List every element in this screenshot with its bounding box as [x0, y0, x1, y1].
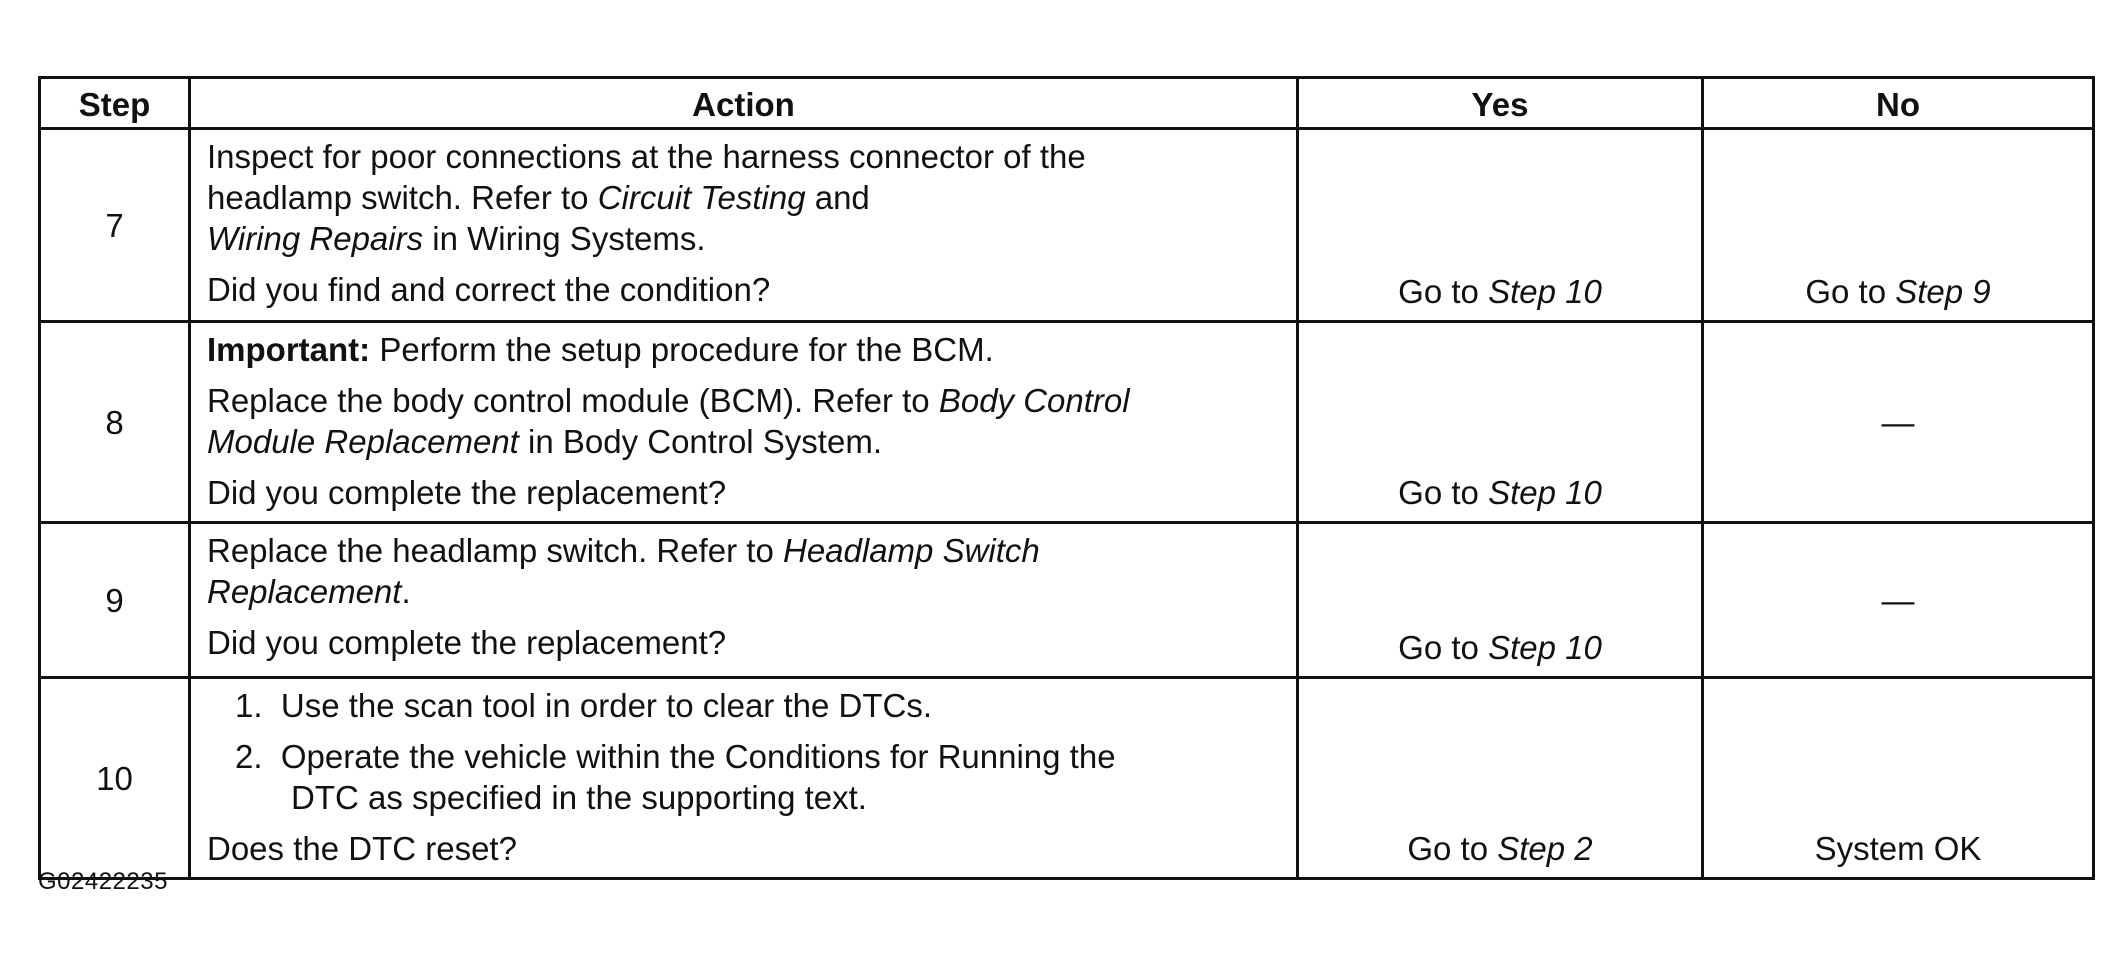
table-row — [40, 678, 2094, 879]
action-cell — [190, 129, 1298, 322]
table-row — [40, 322, 2094, 523]
text-run: Did you complete the replacement? — [207, 624, 727, 661]
text-run: Inspect for poor connections at the harness connector of the — [207, 138, 1086, 175]
text-run: Go to — [1407, 830, 1498, 867]
list-number: 2. — [235, 738, 263, 775]
text-run: Go to — [1398, 474, 1489, 511]
numbered-step — [207, 685, 1280, 726]
action-question — [207, 622, 1280, 663]
action-cell — [190, 678, 1298, 879]
text-run: Did you complete the replacement? — [207, 474, 727, 511]
yes-result — [1298, 678, 1703, 879]
step-number: 8 — [40, 322, 190, 523]
numbered-step — [207, 736, 1280, 818]
table-header-row — [40, 78, 2094, 129]
text-run: Does the DTC reset? — [207, 830, 517, 867]
header-no: No — [1703, 78, 2094, 129]
text-run: . — [401, 573, 411, 610]
text-run: Replace the headlamp switch. Refer to — [207, 532, 783, 569]
header-yes: Yes — [1298, 78, 1703, 129]
action-paragraph — [207, 136, 1280, 259]
figure-id: G02422235 — [38, 868, 168, 895]
text-run: in Wiring Systems. — [423, 220, 706, 257]
text-run: Did you find and correct the condition? — [207, 271, 771, 308]
table-row — [40, 129, 2094, 322]
text-run: Replace the body control module (BCM). Refer to — [207, 382, 939, 419]
action-cell — [190, 322, 1298, 523]
text-run: and — [805, 179, 870, 216]
bold-text: Important: — [207, 331, 371, 368]
yes-result — [1298, 523, 1703, 678]
italic-reference: Step 9 — [1895, 273, 1991, 310]
action-question — [207, 472, 1280, 513]
no-result — [1703, 678, 2094, 879]
action-cell — [190, 523, 1298, 678]
italic-reference: Body Control — [938, 382, 1130, 419]
text-run: headlamp switch. Refer to — [207, 179, 598, 216]
italic-reference: Wiring Repairs — [207, 220, 424, 257]
text-run: Perform the setup procedure for the BCM. — [370, 331, 994, 368]
header-action: Action — [190, 78, 1298, 129]
italic-reference: Replacement — [207, 573, 402, 610]
text-run: Go to — [1398, 629, 1489, 666]
text-run: System OK — [1814, 830, 1982, 867]
no-result — [1703, 129, 2094, 322]
text-run: in Body Control System. — [518, 423, 882, 460]
yes-result — [1298, 322, 1703, 523]
list-number: 1. — [235, 687, 263, 724]
italic-reference: Step 10 — [1488, 273, 1602, 310]
table-row — [40, 523, 2094, 678]
step-number: 9 — [40, 523, 190, 678]
action-paragraph — [207, 530, 1280, 612]
yes-result — [1298, 129, 1703, 322]
action-question — [207, 828, 1280, 869]
no-result — [1703, 523, 2094, 678]
not-applicable-dash: — — [1881, 403, 1915, 441]
header-step: Step — [40, 78, 190, 129]
action-paragraph — [207, 380, 1280, 462]
action-question — [207, 269, 1280, 310]
text-run: Go to — [1805, 273, 1896, 310]
no-result — [1703, 322, 2094, 523]
diagnostic-table — [38, 76, 2095, 880]
text-run: Go to — [1398, 273, 1489, 310]
text-run: Use the scan tool in order to clear the DTCs. — [280, 687, 932, 724]
action-paragraph — [207, 329, 1280, 370]
step-number: 7 — [40, 129, 190, 322]
italic-reference: Step 10 — [1488, 629, 1602, 666]
italic-reference: Module Replacement — [207, 423, 519, 460]
text-run: DTC as specified in the supporting text. — [291, 779, 867, 816]
step-number: 10 — [40, 678, 190, 879]
not-applicable-dash: — — [1881, 581, 1915, 619]
italic-reference: Step 2 — [1497, 830, 1593, 867]
text-run: Operate the vehicle within the Conditions for Running the — [280, 738, 1116, 775]
italic-reference: Circuit Testing — [597, 179, 806, 216]
italic-reference: Headlamp Switch — [782, 532, 1040, 569]
italic-reference: Step 10 — [1488, 474, 1602, 511]
